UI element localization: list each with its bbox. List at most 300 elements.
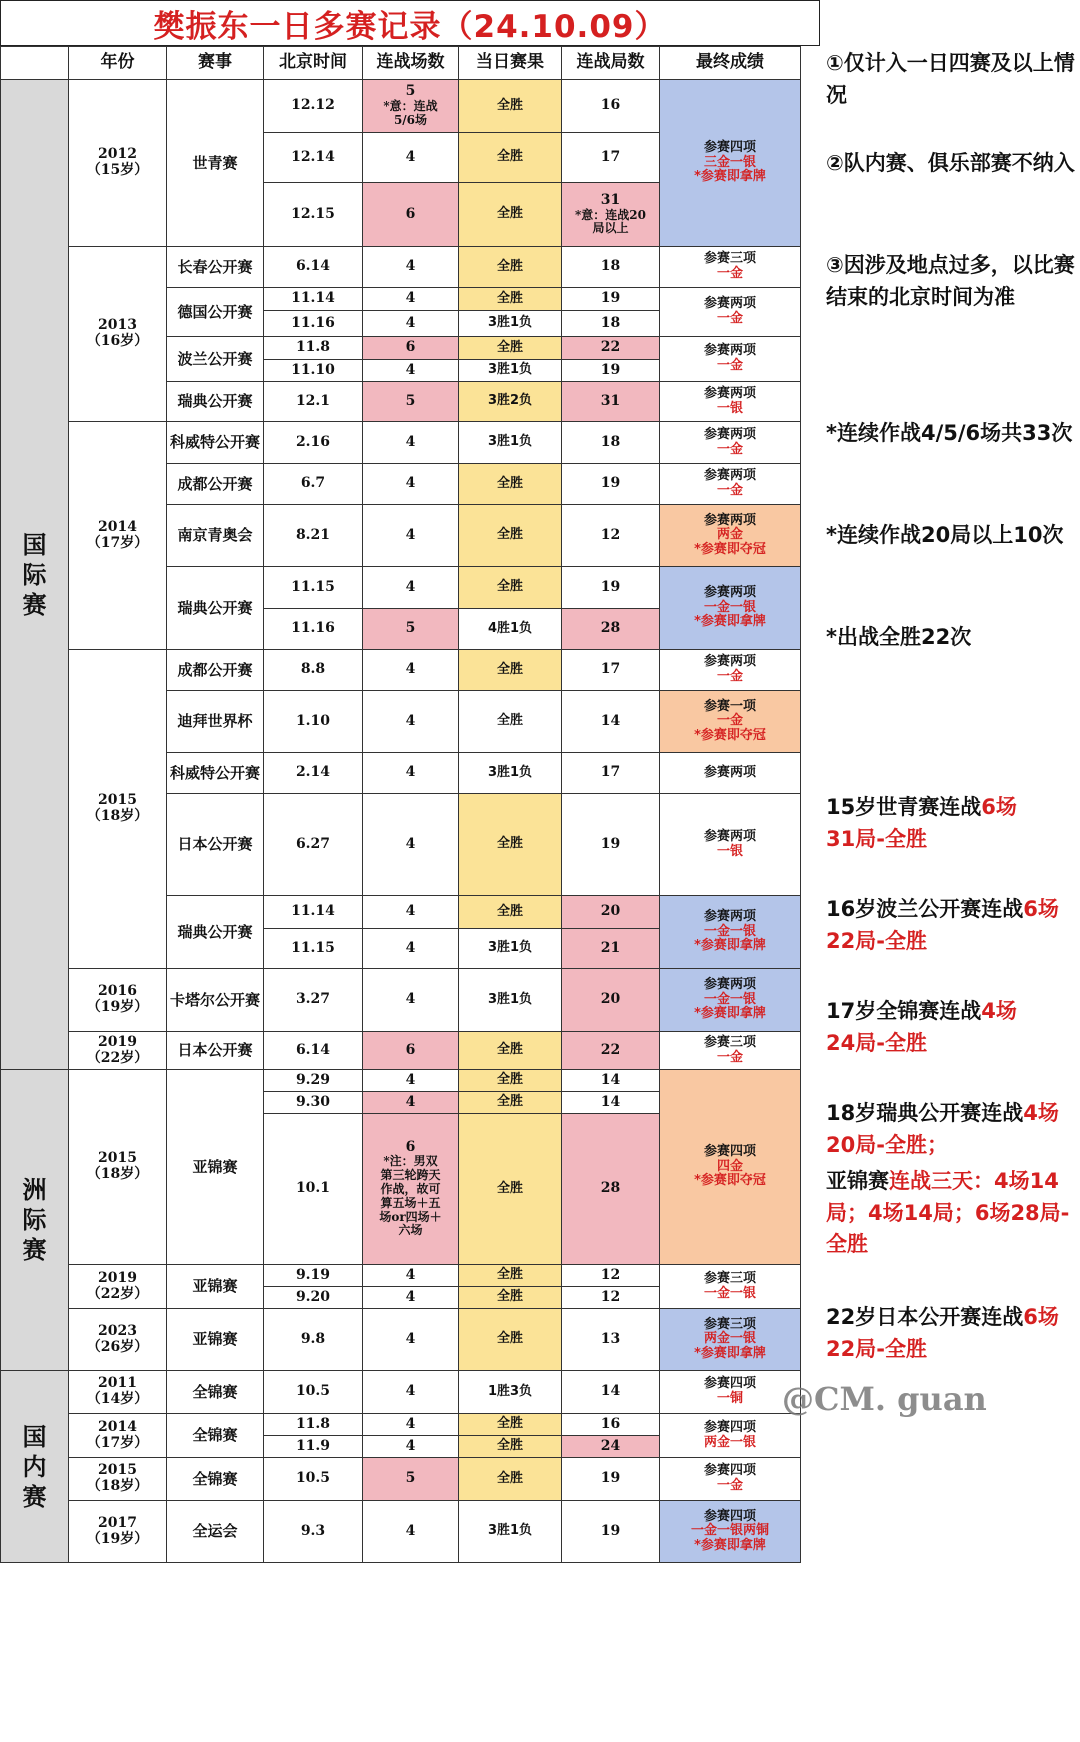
time-cell: 3.27 [264,969,363,1032]
final-note: *参赛即拿牌 [694,938,766,954]
day-result-cell: 3胜1负 [459,753,562,794]
final-result-cell [660,1458,801,1501]
games-value: 20 [600,991,621,1008]
time-cell: 11.16 [264,609,363,650]
final-result-cell [660,896,801,969]
games-value: 19 [600,1470,621,1487]
final-events: 参赛四项 [703,1508,756,1524]
table-row [1,1501,801,1563]
matches-cell [363,969,459,1032]
matches-value: 6 [405,1138,416,1155]
final-events: 参赛四项 [703,1376,756,1392]
time-cell: 9.20 [264,1287,363,1309]
games-value: 19 [600,578,621,595]
final-medals: 一金 [716,483,743,498]
matches-value: 4 [405,526,416,543]
event-cell: 瑞典公开赛 [167,382,264,422]
note-2: ②队内赛、俱乐部赛不纳入 [826,151,1075,175]
final-events: 参赛四项 [703,1463,756,1479]
final-result-cell [660,1309,801,1371]
final-result-cell [660,80,801,247]
matches-value: 5 [405,1470,416,1487]
games-cell [562,1414,660,1436]
time-cell: 11.10 [264,360,363,382]
final-result-cell [660,969,801,1032]
note-3: ③因涉及地点过多，以比赛结束的北京时间为准 [826,253,1075,309]
matches-value: 4 [405,1522,416,1539]
matches-value: 5 [405,83,416,100]
table-row [1,1458,801,1501]
games-value: 19 [600,475,621,492]
notes-panel [820,46,1078,1740]
matches-cell [363,311,459,337]
time-cell: 6.7 [264,464,363,505]
final-result-cell [660,1032,801,1070]
final-note: *参赛即拿牌 [694,614,766,630]
category-label: 国际赛 [22,530,47,619]
event-cell: 科威特公开赛 [167,753,264,794]
final-note: *参赛即拿牌 [694,1345,766,1361]
games-value: 14 [600,1071,621,1088]
header-blank [1,47,69,80]
time-cell: 11.16 [264,311,363,337]
matches-cell [363,1414,459,1436]
games-cell [562,1265,660,1287]
matches-cell [363,464,459,505]
final-note: *参赛即拿牌 [694,1006,766,1022]
time-cell: 12.1 [264,382,363,422]
final-events: 参赛两项 [703,585,756,601]
time-cell: 6.14 [264,247,363,288]
event-cell: 全锦赛 [167,1371,264,1414]
final-note: *参赛即夺冠 [694,727,766,743]
games-cell [562,464,660,505]
games-cell [562,1114,660,1265]
games-value: 19 [600,290,621,307]
final-events: 参赛两项 [703,764,756,780]
time-cell: 12.12 [264,80,363,133]
matches-cell [363,1287,459,1309]
final-medals: 一金 [716,311,743,326]
day-result-cell: 全胜 [459,650,562,691]
year-cell: 2019 （22岁） [69,1032,167,1070]
final-medals: 三金一银 [703,154,756,170]
games-value: 16 [600,97,621,114]
time-cell: 9.29 [264,1070,363,1092]
matches-value: 4 [405,578,416,595]
event-cell: 科威特公开赛 [167,422,264,464]
games-cell [562,505,660,567]
day-result-cell: 全胜 [459,1032,562,1070]
final-medals: 一金 [716,266,743,281]
games-cell [562,753,660,794]
final-result-cell [660,505,801,567]
time-cell: 2.14 [264,753,363,794]
table-row [1,247,801,288]
final-note: *参赛即拿牌 [694,1537,766,1553]
table-row [1,422,801,464]
matches-cell [363,1092,459,1114]
matches-value: 6 [405,339,416,356]
matches-cell [363,1114,459,1265]
day-result-cell: 全胜 [459,1287,562,1309]
matches-cell [363,1458,459,1501]
games-cell [562,1436,660,1458]
final-medals: 两金一银 [703,1434,756,1450]
time-cell: 1.10 [264,691,363,753]
games-value: 17 [600,661,621,678]
games-value: 14 [600,712,621,729]
final-events: 参赛一项 [703,698,756,714]
year-cell: 2012 （15岁） [69,80,167,247]
games-cell [562,1501,660,1563]
final-medals: 四金 [716,1158,743,1174]
games-value: 18 [600,258,621,275]
final-events: 参赛三项 [703,251,756,267]
time-cell: 6.14 [264,1032,363,1070]
final-medals: 一金一银两铜 [690,1523,769,1539]
games-value: 18 [600,314,621,331]
matches-cell [363,1265,459,1287]
year-cell: 2014 （17岁） [69,1414,167,1458]
time-cell: 9.30 [264,1092,363,1114]
games-value: 12 [600,1266,621,1283]
day-result-cell: 3胜1负 [459,360,562,382]
time-cell: 12.15 [264,183,363,247]
games-cell [562,1309,660,1371]
time-cell: 2.16 [264,422,363,464]
final-medals: 一金一银 [703,923,756,939]
time-cell: 11.8 [264,337,363,360]
day-result-cell: 全胜 [459,794,562,896]
final-result-cell [660,337,801,382]
table-row [1,1265,801,1287]
games-value: 16 [600,1415,621,1432]
games-cell [562,337,660,360]
games-value: 24 [600,1437,621,1454]
games-cell [562,311,660,337]
final-events: 参赛两项 [703,468,756,484]
matches-cell [363,1371,459,1414]
games-value: 28 [600,1180,621,1197]
games-value: 21 [600,939,621,956]
event-cell: 瑞典公开赛 [167,567,264,650]
time-cell: 11.15 [264,929,363,969]
matches-cell [363,1436,459,1458]
matches-value: 4 [405,1266,416,1283]
day-result-cell: 全胜 [459,1309,562,1371]
final-medals: 一金一银 [703,599,756,615]
final-result-cell [660,464,801,505]
final-result-cell [660,567,801,650]
final-medals: 一金 [716,441,743,457]
year-cell: 2016 （19岁） [69,969,167,1032]
table-row [1,650,801,691]
final-result-cell [660,1414,801,1458]
event-cell: 全锦赛 [167,1458,264,1501]
matches-value: 4 [405,1437,416,1454]
matches-cell [363,360,459,382]
matches-note: *注：男双 第三轮跨天 作战，故可 算五场＋五 场or四场＋ 六场 [379,1154,442,1238]
note-1: ①仅计入一日四赛及以上情况 [826,51,1075,107]
games-value: 19 [600,835,621,852]
day-result-cell: 1胜3负 [459,1371,562,1414]
matches-value: 4 [405,1330,416,1347]
matches-value: 4 [405,1071,416,1088]
matches-cell [363,650,459,691]
final-medals: 一银 [716,400,743,416]
matches-value: 4 [405,661,416,678]
final-result-cell [660,794,801,896]
day-result-cell: 全胜 [459,247,562,288]
event-cell: 德国公开赛 [167,288,264,337]
final-result-cell [660,288,801,337]
time-cell: 11.14 [264,896,363,929]
time-cell: 11.15 [264,567,363,609]
matches-value: 4 [405,1415,416,1432]
final-events: 参赛三项 [703,1316,756,1332]
table-row [1,1070,801,1092]
day-result-cell: 全胜 [459,1114,562,1265]
category-label: 洲际赛 [22,1176,47,1264]
final-medals: 一金 [716,1478,743,1493]
games-cell [562,1371,660,1414]
day-result-cell: 3胜1负 [459,929,562,969]
day-result-cell: 4胜1负 [459,609,562,650]
matches-value: 4 [405,433,416,450]
matches-value: 4 [405,148,416,165]
day-result-cell: 3胜1负 [459,1501,562,1563]
matches-note: *意：连战 5/6场 [383,99,438,127]
note-11: 亚锦赛连战三天：4场14局；4场14局；6场28局-全胜 [826,1169,1070,1256]
final-medals: 两金 [716,527,743,543]
matches-cell [363,337,459,360]
day-result-cell: 全胜 [459,133,562,183]
event-cell: 亚锦赛 [167,1309,264,1371]
records-table [0,46,801,1563]
matches-value: 4 [405,258,416,275]
event-cell: 日本公开赛 [167,1032,264,1070]
final-medals: 一金一银 [703,991,756,1007]
header-matches: 连战场数 [363,47,459,80]
matches-value: 6 [405,205,416,222]
final-result-cell [660,1265,801,1309]
category-cell [1,1371,69,1563]
games-cell [562,929,660,969]
games-cell [562,133,660,183]
event-cell: 日本公开赛 [167,794,264,896]
final-events: 参赛三项 [703,1034,756,1050]
final-events: 参赛两项 [703,909,756,925]
matches-cell [363,1032,459,1070]
header-day-result: 当日赛果 [459,47,562,80]
category-cell [1,80,69,1070]
final-medals: 一金 [716,1049,743,1065]
note-10: 18岁瑞典公开赛连战4场 20局-全胜； [826,1101,1059,1157]
year-cell: 2023 （26岁） [69,1309,167,1371]
header-year: 年份 [69,47,167,80]
category-cell [1,1070,69,1371]
final-result-cell [660,422,801,464]
day-result-cell: 全胜 [459,505,562,567]
games-value: 17 [600,148,621,165]
time-cell: 9.3 [264,1501,363,1563]
matches-value: 4 [405,712,416,729]
games-cell [562,969,660,1032]
event-cell: 南京青奥会 [167,505,264,567]
matches-value: 4 [405,764,416,781]
matches-cell [363,247,459,288]
matches-cell [363,1070,459,1092]
matches-value: 4 [405,361,416,378]
event-cell: 成都公开赛 [167,650,264,691]
header-row [1,47,801,80]
table-row [1,1414,801,1436]
games-value: 18 [600,433,621,450]
header-event: 赛事 [167,47,264,80]
year-cell: 2017 （19岁） [69,1501,167,1563]
final-result-cell [660,247,801,288]
matches-value: 4 [405,991,416,1008]
day-result-cell: 全胜 [459,80,562,133]
final-events: 参赛两项 [703,426,756,442]
matches-cell [363,896,459,929]
matches-cell [363,288,459,311]
day-result-cell: 全胜 [459,1414,562,1436]
year-cell: 2015 （18岁） [69,1070,167,1265]
games-value: 14 [600,1383,621,1400]
note-7: 15岁世青赛连战6场 31局-全胜 [826,795,1017,851]
note-4: *连续作战4/5/6场共33次 [826,421,1073,445]
day-result-cell: 3胜1负 [459,311,562,337]
year-cell: 2014 （17岁） [69,422,167,650]
table-row [1,1371,801,1414]
day-result-cell: 全胜 [459,896,562,929]
games-cell [562,183,660,247]
table-row [1,80,801,133]
event-cell: 长春公开赛 [167,247,264,288]
matches-value: 4 [405,290,416,307]
games-cell [562,794,660,896]
matches-cell [363,1501,459,1563]
games-value: 22 [600,1041,621,1058]
final-medals: 一银 [716,843,743,859]
page-title: 樊振东一日多赛记录（24.10.09） [0,0,820,46]
event-cell: 世青赛 [167,80,264,247]
final-events: 参赛两项 [703,343,756,359]
time-cell: 8.21 [264,505,363,567]
table-row [1,1309,801,1371]
matches-value: 4 [405,835,416,852]
final-result-cell [660,1070,801,1265]
category-label: 国内赛 [22,1422,47,1511]
final-medals: 一金 [716,713,743,729]
table-row [1,1032,801,1070]
header-time: 北京时间 [264,47,363,80]
games-cell [562,1287,660,1309]
final-events: 参赛两项 [703,828,756,844]
day-result-cell: 全胜 [459,1070,562,1092]
games-cell [562,1458,660,1501]
games-cell [562,80,660,133]
games-cell [562,1070,660,1092]
final-note: *参赛即拿牌 [694,169,766,185]
year-cell: 2015 （18岁） [69,1458,167,1501]
games-cell [562,288,660,311]
header-final: 最终成绩 [660,47,801,80]
matches-value: 4 [405,939,416,956]
header-games: 连战局数 [562,47,660,80]
year-cell: 2011 （14岁） [69,1371,167,1414]
games-value: 13 [600,1330,621,1347]
matches-cell [363,80,459,133]
matches-cell [363,609,459,650]
final-result-cell [660,753,801,794]
matches-value: 4 [405,903,416,920]
matches-value: 4 [405,1288,416,1305]
matches-cell [363,691,459,753]
time-cell: 11.14 [264,288,363,311]
year-cell: 2013 （16岁） [69,247,167,422]
games-value: 12 [600,526,621,543]
time-cell: 6.27 [264,794,363,896]
games-cell [562,691,660,753]
day-result-cell: 全胜 [459,567,562,609]
day-result-cell: 3胜1负 [459,422,562,464]
games-value: 12 [600,1288,621,1305]
games-cell [562,650,660,691]
note-9: 17岁全锦赛连战4场 24局-全胜 [826,999,1017,1055]
note-8: 16岁波兰公开赛连战6场 22局-全胜 [826,897,1059,953]
final-result-cell [660,1501,801,1563]
matches-cell [363,422,459,464]
matches-value: 5 [405,620,416,637]
day-result-cell: 全胜 [459,1092,562,1114]
matches-cell [363,567,459,609]
games-cell [562,247,660,288]
year-cell: 2015 （18岁） [69,650,167,969]
final-events: 参赛四项 [703,1419,756,1435]
matches-cell [363,382,459,422]
final-events: 参赛两项 [703,385,756,401]
final-events: 参赛两项 [703,654,756,670]
games-value: 28 [600,620,621,637]
matches-value: 6 [405,1041,416,1058]
games-value: 17 [600,764,621,781]
games-value: 31 [600,392,621,409]
final-medals: 两金一银 [703,1331,756,1347]
final-events: 参赛两项 [703,296,756,312]
final-medals: 一金 [716,669,743,684]
time-cell: 11.9 [264,1436,363,1458]
games-cell [562,1092,660,1114]
final-medals: 一金 [716,358,743,373]
event-cell: 亚锦赛 [167,1070,264,1265]
time-cell: 11.8 [264,1414,363,1436]
final-events: 参赛两项 [703,977,756,993]
day-result-cell: 全胜 [459,1458,562,1501]
day-result-cell: 全胜 [459,691,562,753]
day-result-cell: 3胜1负 [459,969,562,1032]
matches-cell [363,1309,459,1371]
time-cell: 9.8 [264,1309,363,1371]
event-cell: 卡塔尔公开赛 [167,969,264,1032]
games-value: 22 [600,339,621,356]
games-value: 14 [600,1093,621,1110]
time-cell: 12.14 [264,133,363,183]
final-medals: 一铜 [716,1391,743,1406]
time-cell: 10.5 [264,1371,363,1414]
